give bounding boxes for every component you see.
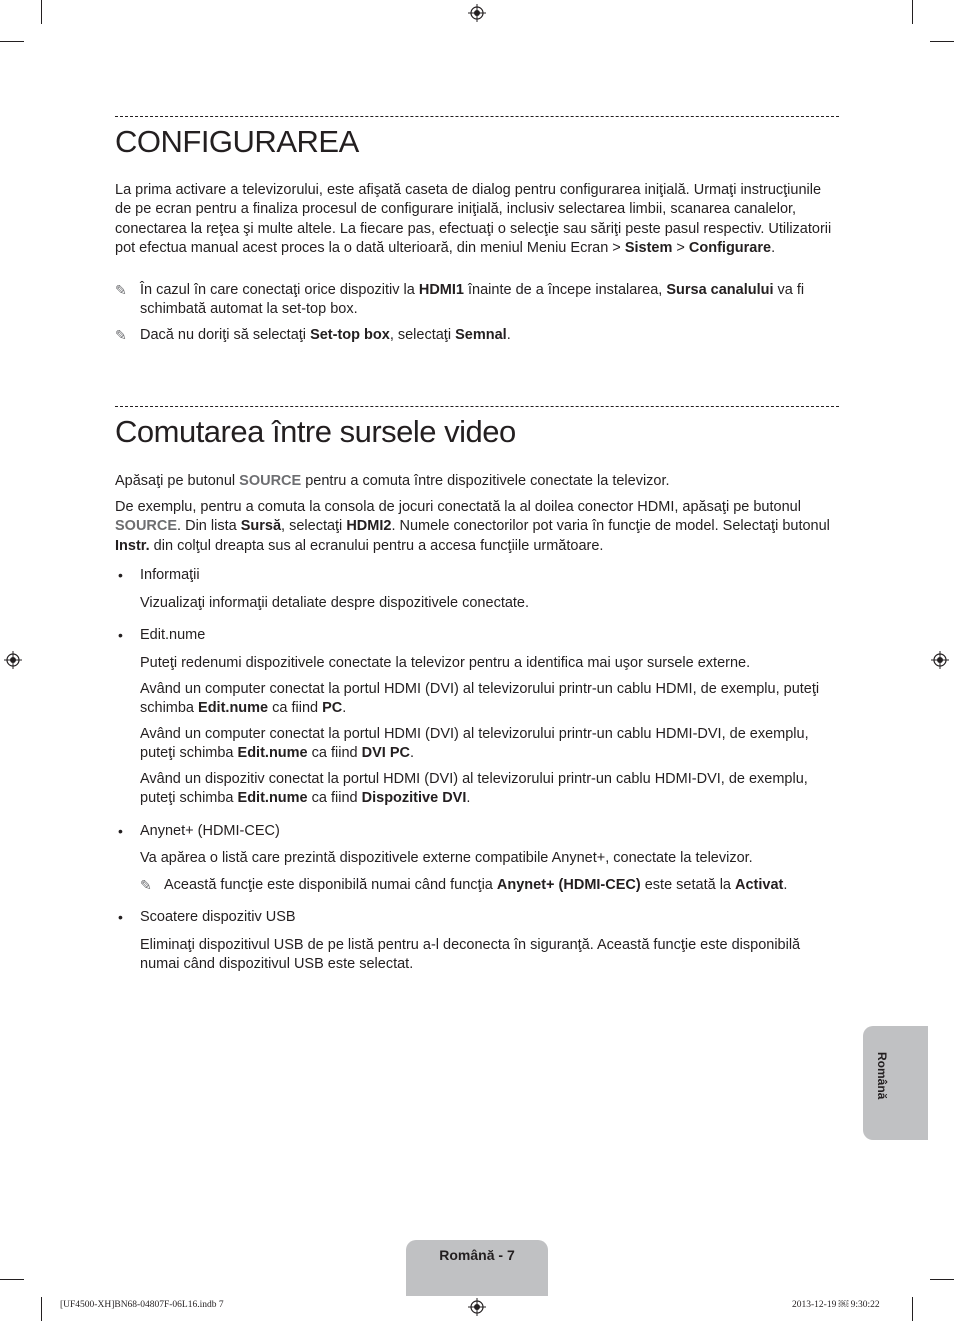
intro-paragraph: La prima activare a televizorului, este afişată caseta de dialog pentru configurarea iniţială. Urmaţi instrucţiunile de pe ecran pentru a finaliza procesul de configurare iniţială, inclusiv selectarea limbii, scanarea canalelor, conectarea la reţea şi multe altele. La fiecare pas, efectuaţi o selecţie sau săriţi peste pasul respectiv. Utilizatorii pot efectua manual acest proces la o dată ulterioară, din meniul Meniu Ecran > Sistem > Configurare. [115,182,832,256]
language-side-tab-label: Română [875,1052,889,1100]
example-paragraph: Având un computer conectat la portul HDMI (DVI) al televizorului printr-un cablu HDMI-DVI, de exemplu, puteţi schimba Edit.nume ca fiind DVI PC. [140,726,809,762]
note-paragraph: Această funcţie este disponibilă numai când funcţia Anynet+ (HDMI-CEC) este setată la Activat. [164,877,788,893]
crop-mark [912,0,913,24]
page-number: Română - 7 [439,1247,515,1263]
bullet-icon: • [118,909,123,925]
section-title: Comutarea între sursele video [115,414,516,449]
crop-mark [41,0,42,24]
page-number-box [406,1240,548,1296]
note-paragraph: În cazul în care conectaţi orice dispozitiv la HDMI1 înainte de a începe instalarea, Sursa canalului va fi schimbată automat la set-top box. [140,282,805,318]
pencil-note-icon: ✎ [115,282,127,298]
crop-mark [0,41,24,42]
example-paragraph: Având un computer conectat la portul HDMI (DVI) al televizorului printr-un cablu HDMI, de exemplu, puteţi schimba Edit.nume ca fiind PC. [140,681,820,717]
section-divider [115,406,839,407]
registration-mark-icon [4,651,22,669]
body-paragraph: De exemplu, pentru a comuta la consola de jocuri conectată la al doilea conector HDMI, apăsaţi pe butonul SOURCE. Din lista Sursă, selectaţi HDMI2. Numele conectorilor pot varia în funcţie de model. Selectaţi butonul Instr. din colţul dreapta sus al ecranului pentru a accesa funcţiile următoare. [115,499,830,554]
list-item-desc: Eliminaţi dispozitivul USB de pe listă pentru a-l deconecta în siguranţă. Această funcţie este disponibilă numai când dispozitivul USB este selectat. [140,937,801,973]
crop-mark [930,41,954,42]
list-item-desc: Vizualizaţi informaţii detaliate despre dispozitivele conectate. [140,595,530,611]
list-item-desc: Puteţi redenumi dispozitivele conectate la televizor pentru a identifica mai uşor sursele externe. [140,655,751,671]
bullet-icon: • [118,627,123,643]
list-item-title: Anynet+ (HDMI-CEC) [140,823,280,839]
body-paragraph: Apăsaţi pe butonul SOURCE pentru a comuta între dispozitivele conectate la televizor. [115,473,670,489]
language-side-tab [863,1026,928,1140]
section-title: CONFIGURAREA [115,124,359,159]
crop-mark [912,1297,913,1321]
note-paragraph: Dacă nu doriţi să selectaţi Set-top box, selectaţi Semnal. [140,327,511,343]
print-slug-right: 2013-12-19 ￼ 9:30:22 [792,1300,880,1310]
list-item-title: Informaţii [140,567,200,583]
bullet-icon: • [118,823,123,839]
print-slug-left: [UF4500-XH]BN68-04807F-06L16.indb 7 [60,1300,224,1310]
section-divider [115,116,839,117]
list-item-title: Scoatere dispozitiv USB [140,909,296,925]
example-paragraph: Având un dispozitiv conectat la portul HDMI (DVI) al televizorului printr-un cablu HDMI-DVI, de exemplu, puteţi schimba Edit.nume ca fiind Dispozitive DVI. [140,771,808,807]
pencil-note-icon: ✎ [140,877,152,893]
pencil-note-icon: ✎ [115,327,127,343]
crop-mark [0,1279,24,1280]
registration-mark-icon [468,4,486,22]
registration-mark-icon [931,651,949,669]
crop-mark [41,1297,42,1321]
registration-mark-icon [468,1298,486,1316]
bullet-icon: • [118,567,123,583]
list-item-title: Edit.nume [140,627,206,643]
list-item-desc: Va apărea o listă care prezintă dispozitivele externe compatibile Anynet+, conectate la televizor. [140,850,753,866]
crop-mark [930,1279,954,1280]
